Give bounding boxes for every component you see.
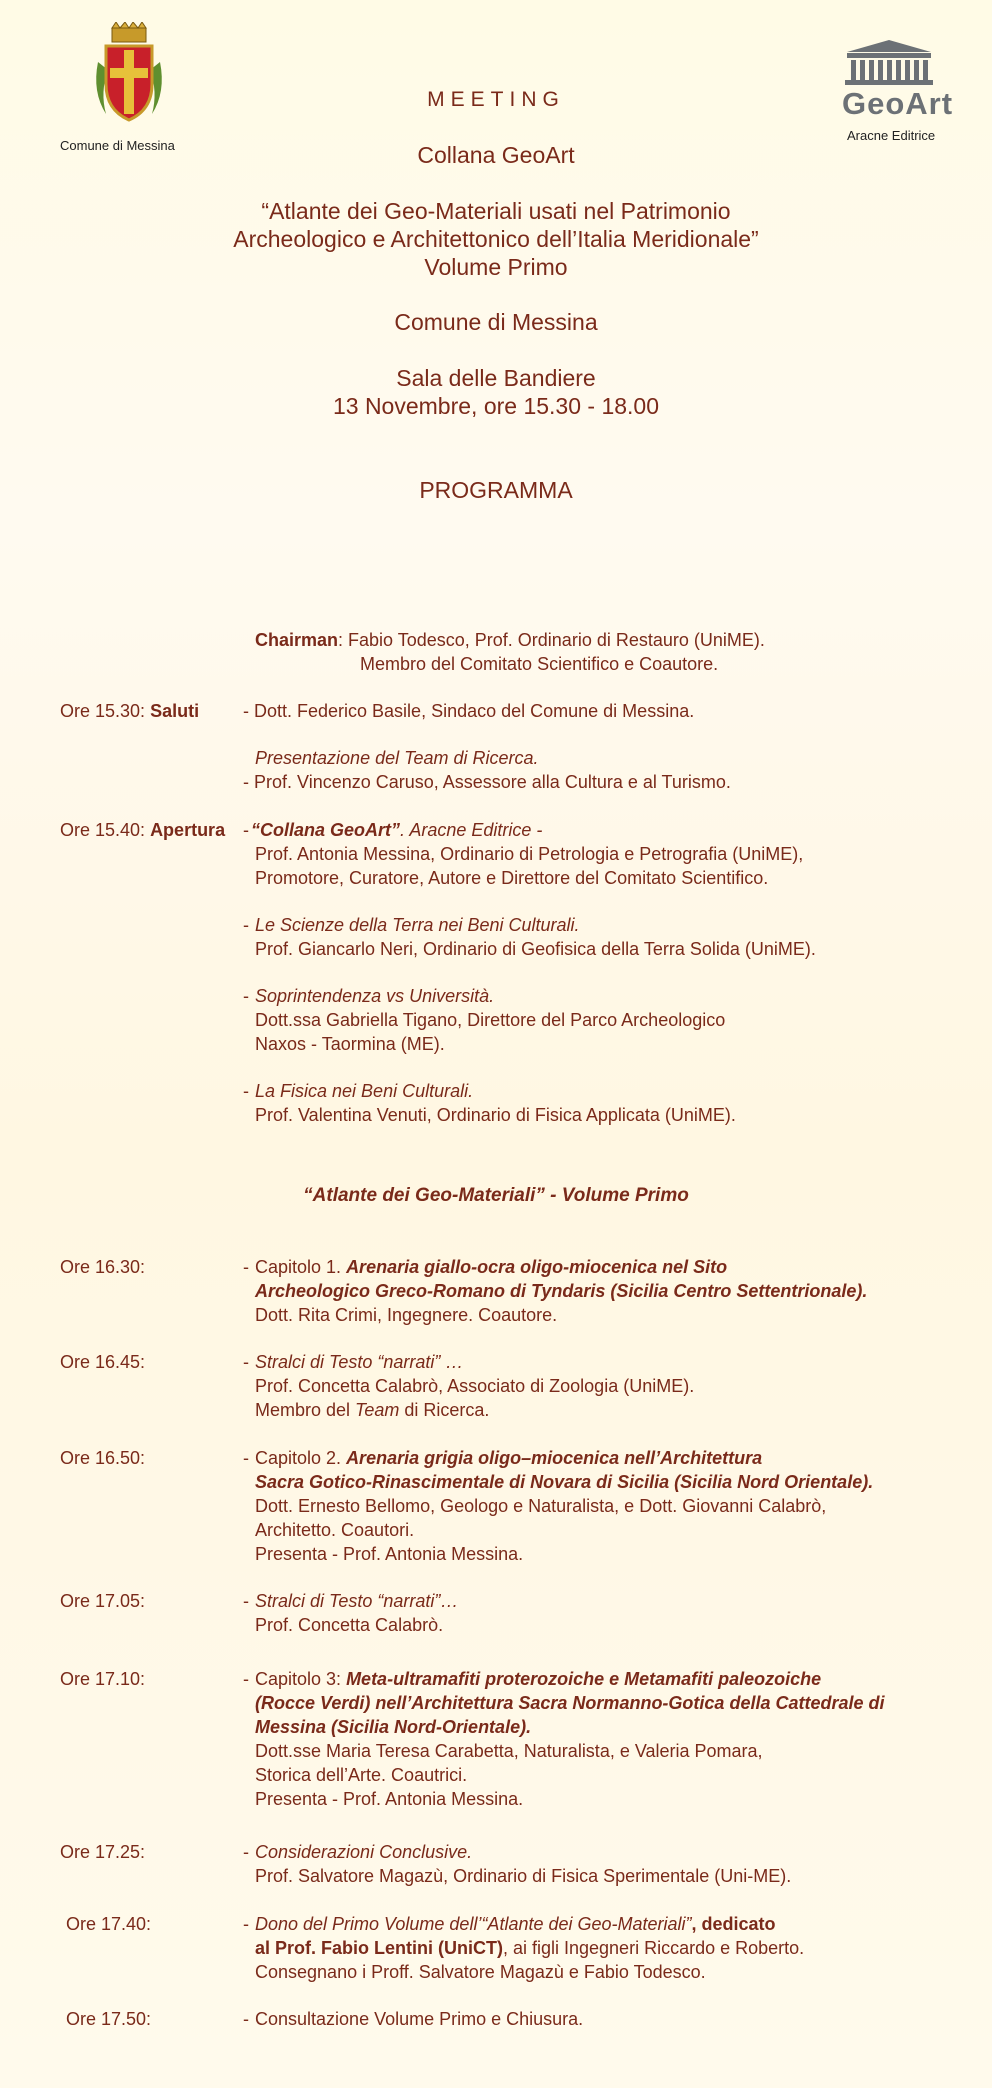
calabro-line-2: Prof. Concetta Calabrò. [255,1615,444,1635]
team-word: Team [355,1400,400,1420]
right-logo-caption: Aracne Editrice [847,128,936,143]
chapter-2-title-2: Sacra Gotico-Rinascimentale di Novara di Sicilia (Sicilia Nord Orientale). [255,1472,874,1492]
bullet-dash: - [243,1448,249,1468]
magazu-line: Prof. Salvatore Magazù, Ordinario di Fisica Sperimentale (Uni-ME). [255,1866,792,1886]
venuti-line: Prof. Valentina Venuti, Ordinario di Fisica Applicata (UniME). [255,1105,736,1125]
meeting-heading: MEETING [427,88,565,111]
apertura-label: Apertura [150,820,226,840]
geoart-logo-text: GeoArt [842,86,954,121]
chapter-1-author: Dott. Rita Crimi, Ingegnere. Coautore. [255,1305,558,1325]
time-1740: Ore 17.40: [66,1914,152,1934]
collana-item [251,818,542,842]
team-text-end: di Ricerca. [399,1400,490,1420]
chiusura-item: Consultazione Volume Primo e Chiusura. [255,2009,584,2029]
time-1650: Ore 16.50: [60,1448,146,1468]
time-1710: Ore 17.10: [60,1669,146,1689]
team-line [255,1398,489,1422]
bullet-dash: - [243,1591,249,1611]
stralci-2: Stralci di Testo “narrati”… [255,1591,459,1611]
time-1630: Ore 16.30: [60,1257,146,1277]
bullet-dash: - [243,986,249,1006]
fisica-item: La Fisica nei Beni Culturali. [255,1081,474,1101]
scienze-item: Le Scienze della Terra nei Beni Culturali. [255,915,580,935]
bullet-dash: - [243,915,249,935]
chapter-1-title-2: Archeologico Greco-Romano di Tyndaris (Sicilia Centro Settentrionale). [255,1281,868,1301]
bullet-dash: - [243,1669,249,1689]
host-line: Comune di Messina [394,309,598,335]
title-line-2: Archeologico e Architettonico dell’Italia Meridionale” [233,226,759,252]
calabro-line-1: Prof. Concetta Calabrò, Associato di Zoologia (UniME). [255,1376,695,1396]
chapter-3-authors-1: Dott.sse Maria Teresa Carabetta, Naturalista, e Valeria Pomara, [255,1741,763,1761]
title-line-1: “Atlante dei Geo-Materiali usati nel Patrimonio [261,198,731,224]
chairman-text: : Fabio Todesco, Prof. Ordinario di Restauro (UniME). [338,630,765,650]
date-line: 13 Novembre, ore 15.30 - 18.00 [332,393,660,419]
program-heading: PROGRAMMA [419,477,573,503]
tigano-line-2: Naxos - Taormina (ME). [255,1034,445,1054]
soprintendenza-item: Soprintendenza vs Università. [255,986,495,1006]
tigano-line-1: Dott.ssa Gabriella Tigano, Direttore del Parco Archeologico [255,1010,726,1030]
time-1725: Ore 17.25: [60,1842,146,1862]
chapter-2-authors-2: Architetto. Coautori. [255,1520,415,1540]
chapter-2-authors-1: Dott. Ernesto Bellomo, Geologo e Naturalista, e Dott. Giovanni Calabrò, [255,1496,827,1516]
chapter-prefix: Capitolo 3: [255,1669,347,1689]
time-1645: Ore 16.45: [60,1352,146,1372]
bullet-dash: - [243,2009,249,2029]
time-label: Ore 15.30: [60,701,151,721]
section-title: “Atlante dei Geo-Materiali” - Volume Primo [303,1185,689,1206]
lentini-rest: , ai figli Ingegneri Riccardo e Roberto. [502,1938,805,1958]
team-text: Membro del [255,1400,356,1420]
time-label: Ore 15.40: [60,820,151,840]
bullet-dash: - [243,1257,249,1277]
saluti-label: Saluti [150,701,200,721]
dono-line [255,1912,776,1936]
chapter-title-text: Arenaria grigia oligo–miocenica nell’Architettura [346,1448,763,1468]
messina-line-2: Promotore, Curatore, Autore e Direttore del Comitato Scientifico. [255,868,769,888]
dono-text: Dono del Primo Volume dell’“Atlante dei Geo-Materiali” [255,1914,692,1934]
caruso-item: - Prof. Vincenzo Caruso, Assessore alla Cultura e al Turismo. [243,772,731,792]
chairman-label: Chairman [255,630,339,650]
series-title: Collana GeoArt [417,142,575,168]
bullet-dash: - [243,1081,249,1101]
left-logo-caption: Comune di Messina [60,138,175,153]
chapter-3-title-3: Messina (Sicilia Nord-Orientale). [255,1717,532,1737]
dedicato-text: , dedicato [691,1914,776,1934]
presentazione-item: Presentazione del Team di Ricerca. [255,748,539,768]
lentini-line [255,1936,804,1960]
lentini-name: al Prof. Fabio Lentini (UniCT) [255,1938,503,1958]
chapter-prefix: Capitolo 2. [255,1448,347,1468]
bullet-dash: - [243,1352,249,1372]
geoart-temple-logo [843,40,935,86]
title-line-3: Volume Primo [424,254,568,280]
collana-title: “Collana GeoArt” [251,820,401,840]
collana-publisher: . Aracne Editrice - [400,820,543,840]
chapter-1-title [255,1255,727,1279]
bullet-dash: - [243,820,249,840]
time-1705: Ore 17.05: [60,1591,146,1611]
chapter-title-text: Arenaria giallo-ocra oligo-miocenica nel Sito [346,1257,728,1277]
neri-line: Prof. Giancarlo Neri, Ordinario di Geofisica della Terra Solida (UniME). [255,939,816,959]
stralci-1: Stralci di Testo “narrati” … [255,1352,464,1372]
chapter-2-title [255,1446,762,1470]
venue-line: Sala delle Bandiere [396,365,596,391]
bullet-dash: - [243,1842,249,1862]
chapter-title-text: Meta-ultramafiti proterozoiche e Metamafiti paleozoiche [346,1669,822,1689]
time-1750: Ore 17.50: [66,2009,152,2029]
messina-line-1: Prof. Antonia Messina, Ordinario di Petrologia e Petrografia (UniME), [255,844,804,864]
chapter-3-authors-2: Storica dell’Arte. Coautrici. [255,1765,468,1785]
chapter-prefix: Capitolo 1. [255,1257,347,1277]
chairman-line [255,628,765,652]
consegnano-line: Consegnano i Proff. Salvatore Magazù e Fabio Todesco. [255,1962,706,1982]
chapter-2-presenter: Presenta - Prof. Antonia Messina. [255,1544,524,1564]
time-1540 [60,818,225,842]
bullet-dash: - [243,1914,249,1934]
saluti-item: - Dott. Federico Basile, Sindaco del Comune di Messina. [243,701,695,721]
considerazioni-item: Considerazioni Conclusive. [255,1842,473,1862]
chapter-3-title [255,1667,821,1691]
chapter-3-title-2: (Rocce Verdi) nell’Architettura Sacra Normanno-Gotica della Cattedrale di [255,1693,885,1713]
chapter-3-presenter: Presenta - Prof. Antonia Messina. [255,1789,524,1809]
chairman-line-2: Membro del Comitato Scientifico e Coautore. [360,654,719,674]
time-1530 [60,699,199,723]
